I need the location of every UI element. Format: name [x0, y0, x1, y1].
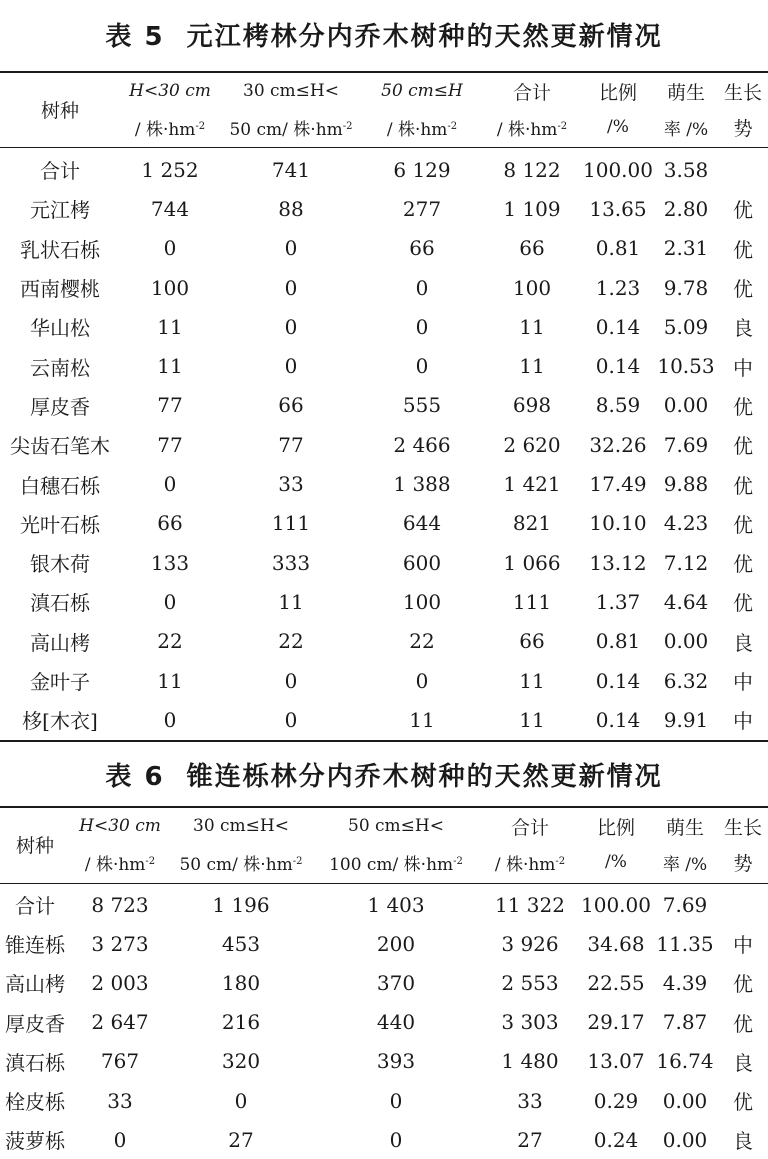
- total-cell: 698: [512, 393, 552, 418]
- ratio-cell: 0.14: [595, 707, 641, 732]
- table6-header-rule: [0, 883, 768, 884]
- height-class-2-cell: 0: [284, 354, 298, 379]
- height-class-1-cell: 3 273: [91, 931, 149, 956]
- table-row: [0, 150, 768, 189]
- ratio-cell: 1.37: [595, 589, 641, 614]
- height-class-2-cell: 66: [278, 393, 304, 418]
- height-class-2-cell: 22: [278, 629, 304, 654]
- ratio-cell: 0.81: [595, 236, 641, 261]
- height-class-3-cell: 0: [389, 1127, 403, 1152]
- total-cell: 3 303: [501, 1010, 559, 1035]
- height-class-2-cell: 0: [284, 314, 298, 339]
- header-total-line1: 合计: [512, 81, 551, 104]
- header-germ-line1: 萌生: [666, 81, 705, 104]
- header-h3-line1: 50 cm≤H<: [348, 816, 444, 836]
- height-class-1-cell: 77: [157, 432, 183, 457]
- vigor-cell: 良: [733, 1129, 753, 1154]
- species-cell: 锥连栎: [5, 933, 65, 958]
- ratio-cell: 0.81: [595, 629, 641, 654]
- ratio-cell: 10.10: [589, 511, 647, 536]
- height-class-3-cell: 2 466: [393, 432, 451, 457]
- sprout-rate-cell: 7.87: [662, 1010, 708, 1035]
- header-h2-unit: 50 cm/ 株$\cdot hm^{-2}$: [229, 119, 353, 140]
- table6-title-text: 锥连栎林分内乔木树种的天然更新情况: [186, 762, 663, 792]
- height-class-1-cell: 77: [157, 393, 183, 418]
- table5-title-number: 表 5: [105, 22, 165, 52]
- vigor-cell: 中: [733, 933, 753, 958]
- header-total-unit: / 株$\cdot hm^{-2}$: [494, 854, 566, 875]
- species-cell: 金叶子: [30, 670, 90, 694]
- ratio-cell: 0.14: [595, 668, 641, 693]
- species-cell: 栓皮栎: [5, 1090, 65, 1115]
- header-h3-line1: 50 cm≤H: [381, 81, 463, 101]
- total-cell: 11: [519, 668, 545, 693]
- header-h2-line1: 30 cm≤H<: [193, 816, 289, 836]
- ratio-cell: 34.68: [587, 931, 645, 956]
- ratio-cell: 13.07: [587, 1049, 645, 1074]
- table-row: [0, 346, 768, 385]
- header-vigor-line1: 生长: [723, 81, 762, 104]
- height-class-1-cell: 1 252: [141, 157, 199, 182]
- species-cell: 尖齿石笔木: [10, 434, 110, 459]
- height-class-2-cell: 11: [278, 589, 304, 614]
- height-class-1-cell: 0: [113, 1127, 127, 1152]
- height-class-3-cell: 555: [402, 393, 442, 418]
- height-class-3-cell: 277: [402, 196, 442, 221]
- vigor-cell: 优: [733, 237, 753, 262]
- ratio-cell: 100.00: [583, 157, 653, 182]
- table-row: [0, 1081, 768, 1120]
- total-cell: 1 480: [501, 1049, 559, 1074]
- species-cell: 高山栲: [5, 972, 65, 997]
- species-cell: 厚皮香: [5, 1011, 65, 1036]
- sprout-rate-cell: 2.31: [663, 236, 709, 261]
- vigor-cell: 优: [733, 434, 753, 459]
- height-class-3-cell: 6 129: [393, 157, 451, 182]
- species-cell: 菠萝栎: [5, 1129, 65, 1154]
- height-class-3-cell: 370: [376, 970, 416, 995]
- ratio-cell: 13.65: [589, 196, 647, 221]
- table-row: [0, 268, 768, 307]
- height-class-3-cell: 440: [376, 1010, 416, 1035]
- sprout-rate-cell: 6.32: [663, 668, 709, 693]
- total-cell: 1 421: [503, 472, 561, 497]
- height-class-2-cell: 0: [284, 707, 298, 732]
- height-class-2-cell: 27: [228, 1127, 254, 1152]
- header-species: 树种: [40, 99, 79, 122]
- species-cell: 白穗石栎: [20, 473, 100, 498]
- header-h1-unit: / 株$\cdot hm^{-2}$: [134, 119, 206, 140]
- height-class-2-cell: 33: [278, 472, 304, 497]
- table-row: [0, 963, 768, 1002]
- species-cell: 合计: [40, 159, 80, 184]
- species-cell: 云南松: [30, 355, 90, 380]
- height-class-3-cell: 600: [402, 550, 442, 575]
- sprout-rate-cell: 11.35: [656, 931, 714, 956]
- sprout-rate-cell: 4.64: [663, 589, 709, 614]
- vigor-cell: [718, 150, 768, 189]
- ratio-cell: 0.29: [593, 1088, 639, 1113]
- species-cell: 高山栲: [30, 630, 90, 655]
- table-row: [0, 885, 768, 924]
- vigor-cell: 优: [733, 1011, 753, 1036]
- species-cell: 厚皮香: [30, 394, 90, 419]
- table5-bottom-rule: [0, 740, 768, 742]
- height-class-3-cell: 0: [389, 1088, 403, 1113]
- total-cell: 11: [519, 354, 545, 379]
- total-cell: 11: [519, 707, 545, 732]
- total-cell: 8 122: [503, 157, 561, 182]
- height-class-3-cell: 11: [409, 707, 435, 732]
- height-class-3-cell: 0: [415, 314, 429, 339]
- height-class-2-cell: 216: [221, 1010, 261, 1035]
- height-class-3-cell: 0: [415, 275, 429, 300]
- species-cell: 栘[木衣]: [22, 709, 98, 734]
- table-row: [0, 386, 768, 425]
- sprout-rate-cell: 10.53: [657, 354, 715, 379]
- height-class-2-cell: 1 196: [212, 892, 270, 917]
- height-class-1-cell: 11: [157, 354, 183, 379]
- sprout-rate-cell: 0.00: [663, 393, 709, 418]
- height-class-3-cell: 393: [376, 1049, 416, 1074]
- vigor-cell: 中: [733, 355, 753, 380]
- total-cell: 11: [519, 314, 545, 339]
- species-cell: 乳状石栎: [20, 237, 100, 262]
- table-row: [0, 307, 768, 346]
- table-row: [0, 1003, 768, 1042]
- total-cell: 2 553: [501, 970, 559, 995]
- height-class-1-cell: 0: [163, 472, 177, 497]
- sprout-rate-cell: 4.39: [662, 970, 708, 995]
- header-ratio-unit: /%: [605, 852, 627, 872]
- table-row: [0, 425, 768, 464]
- ratio-cell: 0.24: [593, 1127, 639, 1152]
- header-ratio-line1: 比例: [598, 81, 637, 104]
- table5-header: [0, 73, 768, 145]
- height-class-1-cell: 2 003: [91, 970, 149, 995]
- height-class-2-cell: 111: [271, 511, 311, 536]
- species-cell: 滇石栎: [5, 1050, 65, 1075]
- ratio-cell: 17.49: [589, 472, 647, 497]
- table6-body: [0, 885, 768, 1159]
- sprout-rate-cell: 9.78: [663, 275, 709, 300]
- total-cell: 11 322: [495, 892, 565, 917]
- sprout-rate-cell: 5.09: [663, 314, 709, 339]
- header-germ-unit: 率 /%: [662, 854, 708, 875]
- ratio-cell: 29.17: [587, 1010, 645, 1035]
- height-class-2-cell: 88: [278, 196, 304, 221]
- vigor-cell: [718, 885, 768, 924]
- total-cell: 3 926: [501, 931, 559, 956]
- sprout-rate-cell: 9.88: [663, 472, 709, 497]
- vigor-cell: 优: [733, 552, 753, 577]
- header-h3-unit: 100 cm/ 株$\cdot hm^{-2}$: [329, 854, 463, 875]
- height-class-1-cell: 2 647: [91, 1010, 149, 1035]
- table-row: [0, 464, 768, 503]
- table-row: [0, 1120, 768, 1159]
- height-class-3-cell: 1 403: [367, 892, 425, 917]
- sprout-rate-cell: 7.12: [663, 550, 709, 575]
- header-germ-unit: 率 /%: [663, 119, 709, 140]
- table5-title: [0, 16, 768, 53]
- header-germ-line1: 萌生: [665, 816, 704, 839]
- ratio-cell: 32.26: [589, 432, 647, 457]
- height-class-3-cell: 0: [415, 668, 429, 693]
- sprout-rate-cell: 0.00: [662, 1127, 708, 1152]
- vigor-cell: 优: [733, 512, 753, 537]
- header-vigor-line1: 生长: [723, 816, 762, 839]
- header-total-line1: 合计: [510, 816, 549, 839]
- height-class-2-cell: 77: [278, 432, 304, 457]
- height-class-1-cell: 11: [157, 314, 183, 339]
- header-ratio-line1: 比例: [596, 816, 635, 839]
- vigor-cell: 良: [733, 316, 753, 341]
- table5-header-rule: [0, 147, 768, 148]
- height-class-1-cell: 22: [157, 629, 183, 654]
- height-class-1-cell: 0: [163, 589, 177, 614]
- height-class-3-cell: 100: [402, 589, 442, 614]
- ratio-cell: 100.00: [581, 892, 651, 917]
- total-cell: 1 109: [503, 196, 561, 221]
- ratio-cell: 22.55: [587, 970, 645, 995]
- table-row: [0, 189, 768, 228]
- header-h1-line1: H<30 cm: [79, 816, 161, 836]
- height-class-1-cell: 8 723: [91, 892, 149, 917]
- height-class-1-cell: 133: [150, 550, 190, 575]
- height-class-2-cell: 453: [221, 931, 261, 956]
- total-cell: 27: [517, 1127, 543, 1152]
- header-h2-line1: 30 cm≤H<: [243, 81, 339, 101]
- header-ratio-unit: /%: [607, 117, 629, 137]
- sprout-rate-cell: 0.00: [663, 629, 709, 654]
- height-class-1-cell: 744: [150, 196, 190, 221]
- species-cell: 滇石栎: [30, 591, 90, 616]
- height-class-1-cell: 66: [157, 511, 183, 536]
- vigor-cell: 优: [733, 394, 753, 419]
- table-row: [0, 924, 768, 963]
- height-class-3-cell: 200: [376, 931, 416, 956]
- species-cell: 西南樱桃: [20, 277, 100, 302]
- sprout-rate-cell: 16.74: [656, 1049, 714, 1074]
- height-class-1-cell: 100: [150, 275, 190, 300]
- total-cell: 66: [519, 629, 545, 654]
- header-total-unit: / 株$\cdot hm^{-2}$: [496, 119, 568, 140]
- table6-header: [0, 808, 768, 880]
- table-row: [0, 543, 768, 582]
- ratio-cell: 8.59: [595, 393, 641, 418]
- table-row: [0, 622, 768, 661]
- sprout-rate-cell: 9.91: [663, 707, 709, 732]
- table6-title-number: 表 6: [105, 762, 165, 792]
- table-row: [0, 229, 768, 268]
- height-class-3-cell: 22: [409, 629, 435, 654]
- header-h1-line1: H<30 cm: [129, 81, 211, 101]
- height-class-2-cell: 333: [271, 550, 311, 575]
- header-vigor-line2: 势: [733, 852, 753, 875]
- vigor-cell: 优: [733, 473, 753, 498]
- species-cell: 合计: [15, 894, 55, 919]
- height-class-1-cell: 0: [163, 707, 177, 732]
- height-class-2-cell: 0: [284, 275, 298, 300]
- sprout-rate-cell: 0.00: [662, 1088, 708, 1113]
- sprout-rate-cell: 4.23: [663, 511, 709, 536]
- height-class-2-cell: 180: [221, 970, 261, 995]
- table-row: [0, 1042, 768, 1081]
- header-h1-unit: / 株$\cdot hm^{-2}$: [84, 854, 156, 875]
- total-cell: 111: [512, 589, 552, 614]
- height-class-1-cell: 11: [157, 668, 183, 693]
- height-class-1-cell: 33: [107, 1088, 133, 1113]
- height-class-2-cell: 0: [284, 668, 298, 693]
- vigor-cell: 优: [733, 277, 753, 302]
- sprout-rate-cell: 7.69: [662, 892, 708, 917]
- vigor-cell: 良: [733, 630, 753, 655]
- table-row: [0, 661, 768, 700]
- height-class-3-cell: 1 388: [393, 472, 451, 497]
- species-cell: 元江栲: [30, 198, 90, 223]
- table-row: [0, 504, 768, 543]
- species-cell: 光叶石栎: [20, 512, 100, 537]
- height-class-2-cell: 0: [284, 236, 298, 261]
- total-cell: 100: [512, 275, 552, 300]
- table5-body: [0, 150, 768, 739]
- ratio-cell: 0.14: [595, 354, 641, 379]
- sprout-rate-cell: 3.58: [663, 157, 709, 182]
- table5-title-text: 元江栲林分内乔木树种的天然更新情况: [186, 22, 663, 52]
- total-cell: 33: [517, 1088, 543, 1113]
- height-class-2-cell: 0: [234, 1088, 248, 1113]
- sprout-rate-cell: 7.69: [663, 432, 709, 457]
- vigor-cell: 优: [733, 591, 753, 616]
- header-h2-unit: 50 cm/ 株$\cdot hm^{-2}$: [179, 854, 303, 875]
- height-class-1-cell: 0: [163, 236, 177, 261]
- table-row: [0, 582, 768, 621]
- vigor-cell: 中: [733, 709, 753, 734]
- species-cell: 银木荷: [30, 552, 90, 577]
- header-species: 树种: [15, 834, 54, 857]
- table-row: [0, 700, 768, 739]
- vigor-cell: 中: [733, 670, 753, 694]
- vigor-cell: 优: [733, 1090, 753, 1115]
- height-class-3-cell: 66: [409, 236, 435, 261]
- table6-title: [0, 756, 768, 793]
- total-cell: 66: [519, 236, 545, 261]
- height-class-2-cell: 741: [271, 157, 311, 182]
- vigor-cell: 优: [733, 972, 753, 997]
- height-class-1-cell: 767: [100, 1049, 140, 1074]
- height-class-2-cell: 320: [221, 1049, 261, 1074]
- total-cell: 2 620: [503, 432, 561, 457]
- ratio-cell: 0.14: [595, 314, 641, 339]
- height-class-3-cell: 644: [402, 511, 442, 536]
- height-class-3-cell: 0: [415, 354, 429, 379]
- ratio-cell: 13.12: [589, 550, 647, 575]
- ratio-cell: 1.23: [595, 275, 641, 300]
- sprout-rate-cell: 2.80: [663, 196, 709, 221]
- vigor-cell: 优: [733, 198, 753, 223]
- vigor-cell: 良: [733, 1050, 753, 1075]
- total-cell: 1 066: [503, 550, 561, 575]
- header-vigor-line2: 势: [733, 117, 753, 140]
- species-cell: 华山松: [30, 316, 90, 341]
- header-h3-unit: / 株$\cdot hm^{-2}$: [386, 119, 458, 140]
- total-cell: 821: [512, 511, 552, 536]
